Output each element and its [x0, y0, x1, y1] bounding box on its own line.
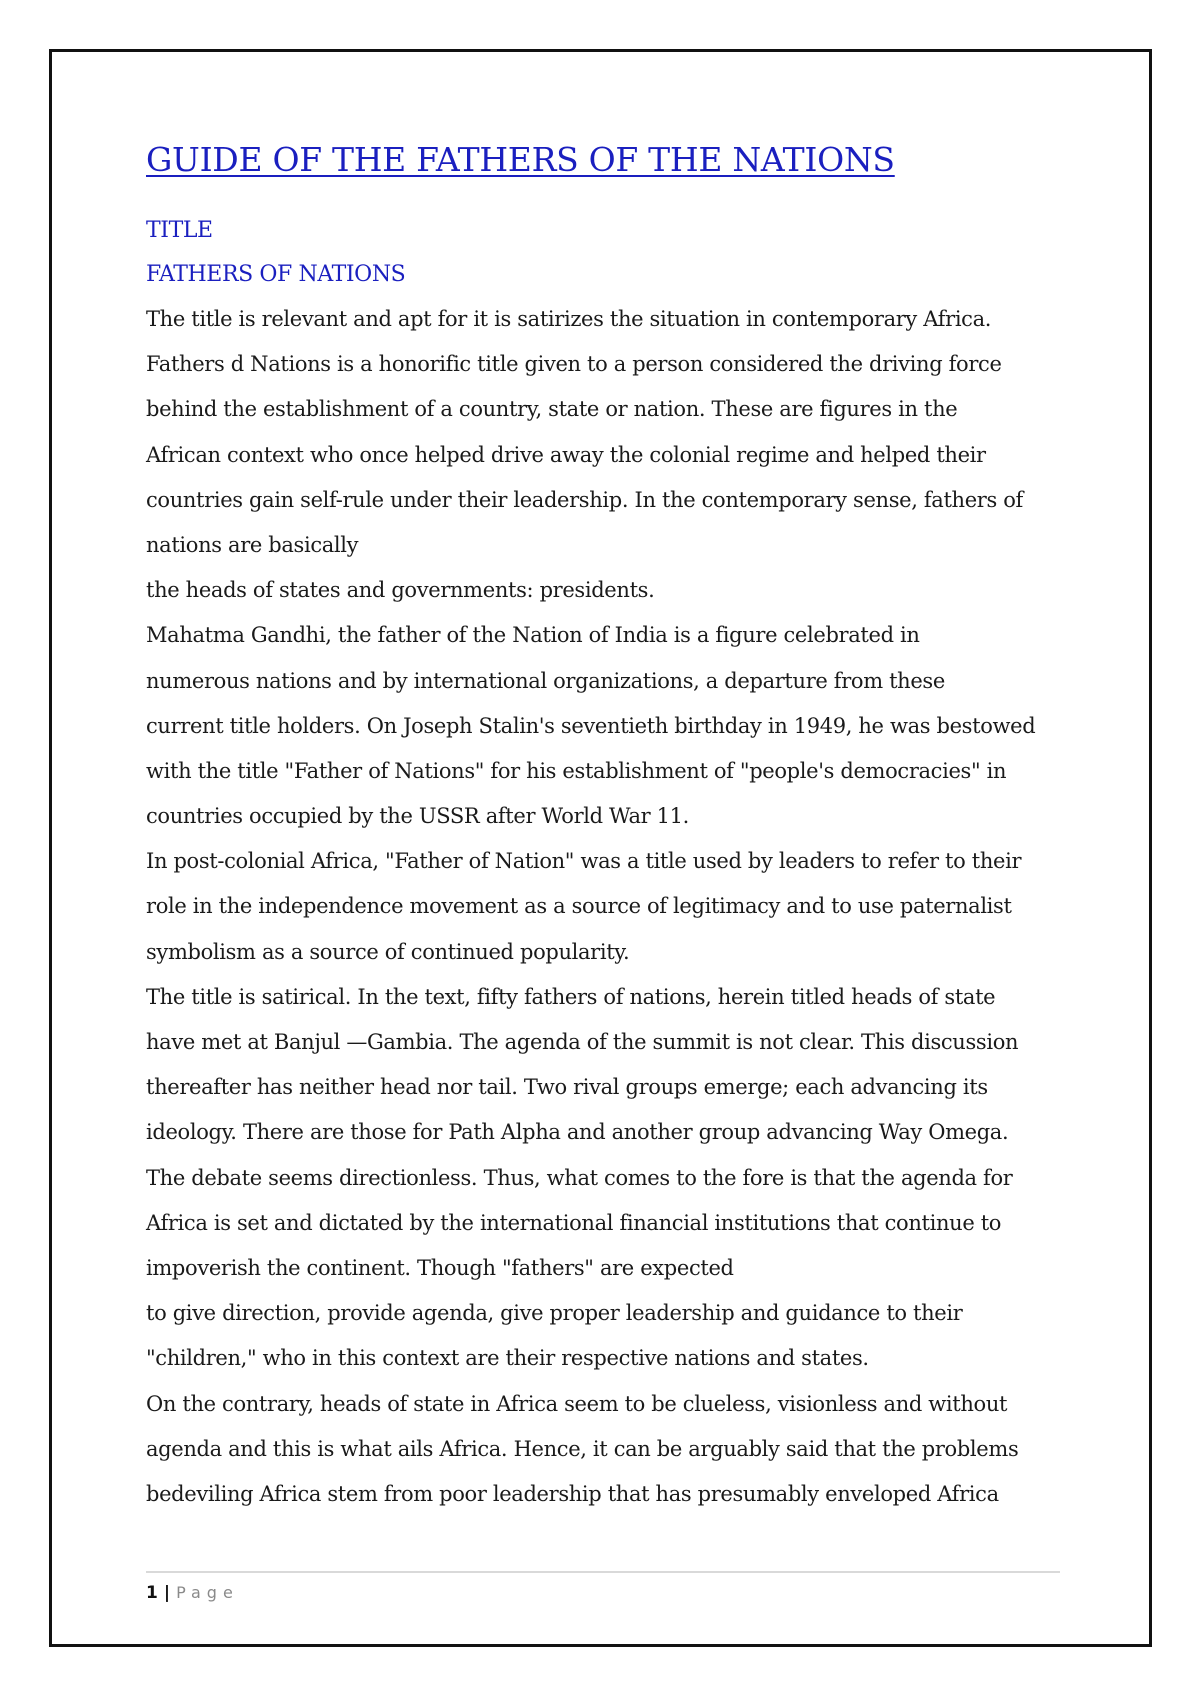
text-line: "children," who in this context are their respective nations and states.: [146, 1346, 869, 1371]
text-line: In post-colonial Africa, "Father of Nation" was a title used by leaders to refer to their: [146, 849, 1022, 874]
page-footer: [146, 1571, 1060, 1603]
page-label: Page: [176, 1583, 239, 1602]
text-line: ideology. There are those for Path Alpha and another group advancing Way Omega.: [146, 1120, 1009, 1145]
text-line: Mahatma Gandhi, the father of the Nation of India is a figure celebrated in: [146, 623, 920, 648]
text-line: nations are basically: [146, 532, 359, 557]
section-heading-fathers-of-nations: FATHERS OF NATIONS: [146, 262, 406, 287]
document-body: [146, 140, 1066, 1517]
text-line: with the title "Father of Nations" for his establishment of "people's democracies" in: [146, 758, 1007, 783]
section-heading-title: TITLE: [146, 218, 213, 243]
text-line: African context who once helped drive away the colonial regime and helped their: [146, 442, 986, 467]
text-line: symbolism as a source of continued popularity.: [146, 939, 630, 964]
text-line: have met at Banjul —Gambia. The agenda of the summit is not clear. This discussion: [146, 1030, 1019, 1054]
text-line: countries occupied by the USSR after World War 11.: [146, 804, 689, 829]
text-line: role in the independence movement as a source of legitimacy and to use paternalist: [146, 894, 1012, 919]
footer-separator: |: [163, 1583, 171, 1603]
text-line: to give direction, provide agenda, give proper leadership and guidance to their: [146, 1301, 963, 1326]
text-line: thereafter has neither head nor tail. Two rival groups emerge; each advancing its: [146, 1075, 988, 1100]
text-line: countries gain self-rule under their leadership. In the contemporary sense, fathers of: [146, 487, 1023, 512]
text-line: Fathers d Nations is a honorific title given to a person considered the driving force: [146, 352, 1002, 377]
text-line: The debate seems directionless. Thus, what comes to the fore is that the agenda for: [146, 1165, 1013, 1190]
text-line: agenda and this is what ails Africa. Hence, it can be arguably said that the problems: [146, 1436, 1019, 1461]
page-number: 1: [146, 1583, 158, 1603]
text-line: bedeviling Africa stem from poor leadership that has presumably enveloped Africa: [146, 1481, 999, 1506]
text-line: numerous nations and by international organizations, a departure from these: [146, 668, 945, 693]
text-line: the heads of states and governments: presidents.: [146, 578, 655, 603]
text-line: impoverish the continent. Though "fathers" are expected: [146, 1255, 734, 1280]
body-text: [146, 297, 1066, 1517]
text-line: behind the establishment of a country, state or nation. These are figures in the: [146, 397, 958, 422]
text-line: The title is relevant and apt for it is satirizes the situation in contemporary Africa.: [146, 307, 992, 331]
document-title: GUIDE OF THE FATHERS OF THE NATIONS: [146, 140, 895, 179]
text-line: The title is satirical. In the text, fifty fathers of nations, herein titled heads of state: [146, 984, 996, 1009]
text-line: current title holders. On Joseph Stalin's seventieth birthday in 1949, he was bestowed: [146, 713, 1036, 738]
text-line: On the contrary, heads of state in Africa seem to be clueless, visionless and without: [146, 1391, 1008, 1416]
text-line: Africa is set and dictated by the international financial institutions that continue to: [146, 1210, 1002, 1235]
